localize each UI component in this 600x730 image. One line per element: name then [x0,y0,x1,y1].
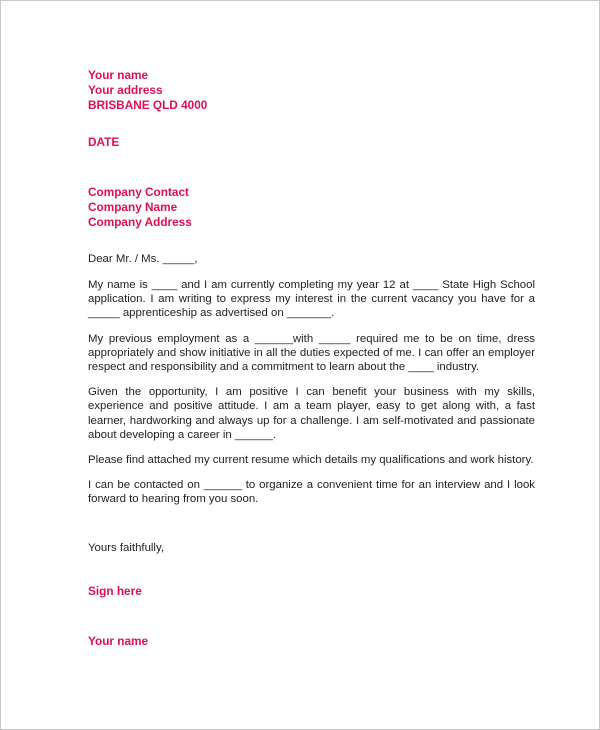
sender-block [88,68,535,113]
letter-date: DATE [88,135,120,149]
salutation: Dear Mr. / Ms. _____, [88,253,198,265]
paragraph-resume: Please find attached my current resume which details my qualifications and work history. [88,454,534,467]
date-block [88,135,535,150]
paragraph-intro: My name is ____ and I am currently completing my year 12 at ____ State High School application. I am writing to express my interest in the current vacancy you have for a _____ apprenticeship as advertised on _______. [88,279,535,320]
sender-address: Your address [88,83,163,97]
recipient-block [88,185,535,230]
signature-label: Sign here [88,583,142,598]
recipient-company-name: Company Name [88,200,178,214]
signature-block [88,584,535,599]
signature-name-block [88,634,535,649]
closing: Yours faithfully, [88,541,164,554]
letter-body [88,68,535,649]
recipient-contact: Company Contact [88,185,189,199]
sender-name: Your name [88,68,149,82]
sender-city: BRISBANE QLD 4000 [88,98,208,112]
paragraph-experience: My previous employment as a ______with _____ required me to be on time, dress appropriately and show initiative in all the duties expected of me. I can offer an employer respect and responsibility and a commitment to learn about the ____ industry. [88,332,535,374]
paragraph-skills: Given the opportunity, I am positive I can benefit your business with my skills, experience and positive attitude. I am a team player, easy to get along with, a fast learner, hardworking and always up for a challenge. I am self-motivated and passionate about developing a career in ______. [88,386,535,441]
recipient-company-address: Company Address [88,215,192,229]
paragraph-contact: I can be contacted on ______ to organize a convenient time for an interview and I look forward to hearing from you soon. [88,479,535,506]
signature-name: Your name [88,633,149,648]
